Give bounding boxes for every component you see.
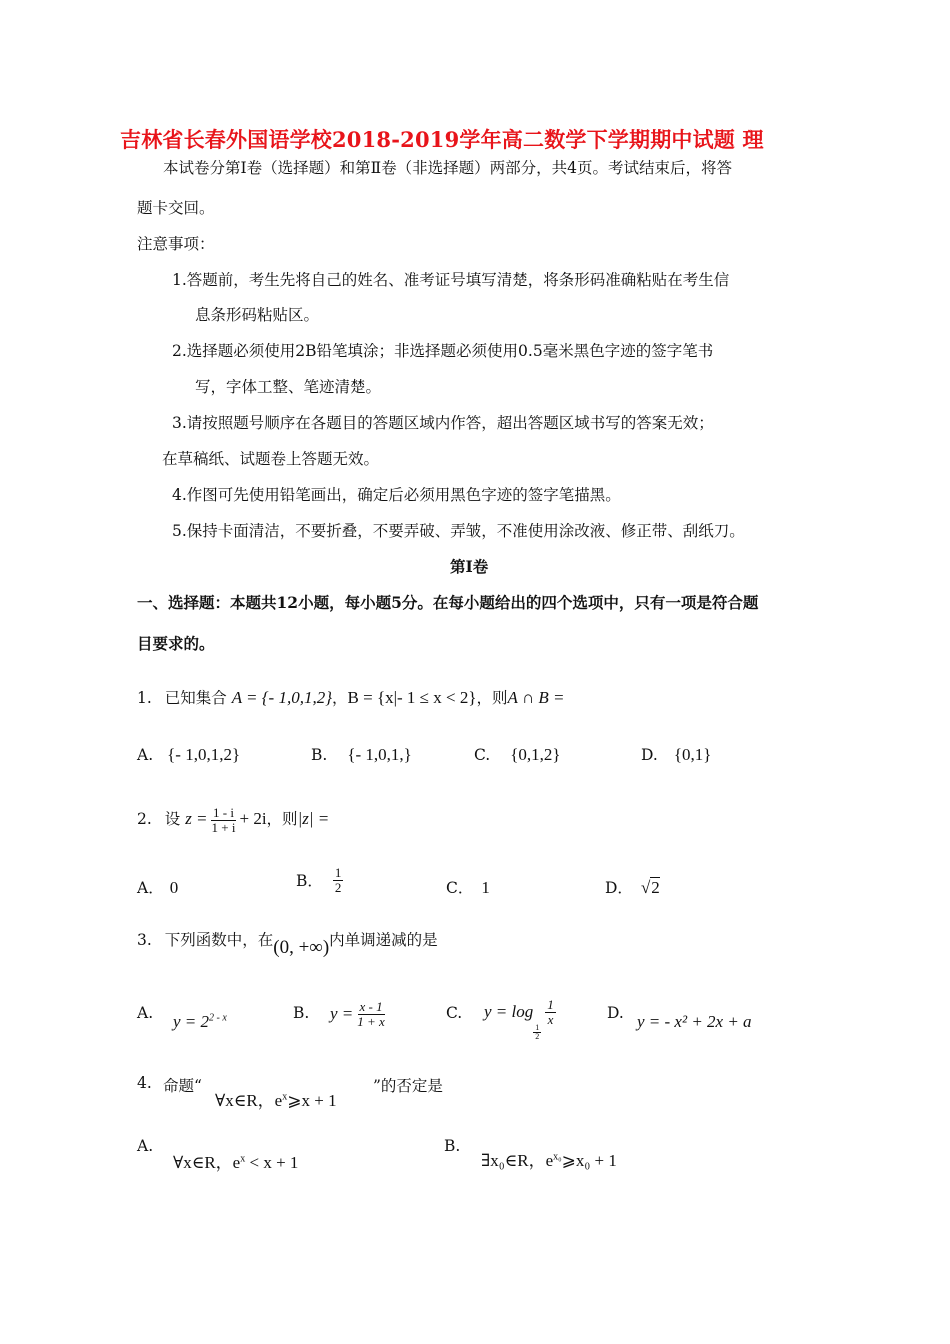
option-b xyxy=(311,745,412,765)
question-prefix: 设 xyxy=(164,810,181,829)
fraction-numerator: 1 xyxy=(334,865,342,880)
option-label: B. xyxy=(311,746,328,764)
note-item: 5.保持卡面清洁，不要折叠，不要弄破、弄皱，不准使用涂改液、修正带、刮纸刀。 xyxy=(172,522,745,540)
option-a xyxy=(173,1012,227,1032)
notes-heading: 注意事项： xyxy=(137,235,215,253)
option-label: B． xyxy=(296,872,323,891)
fraction xyxy=(545,998,556,1026)
proposition xyxy=(215,1086,337,1111)
fraction-numerator: x - 1 xyxy=(359,999,383,1014)
note-item: 息条形码粘贴区。 xyxy=(195,306,320,324)
question-number: 2. xyxy=(137,810,152,829)
modulus-expr: |z| = xyxy=(297,809,330,829)
option-label: A. xyxy=(137,746,154,764)
option-label-b: B. xyxy=(444,1137,461,1155)
question-suffix: ，则 xyxy=(476,689,508,707)
intro-line-1: 本试卷分第Ⅰ卷（选择题）和第Ⅱ卷（非选择题）两部分，共4页。考试结束后，将答 xyxy=(163,159,733,177)
option-label-c: C. xyxy=(446,1004,463,1022)
option-value: {0,1} xyxy=(673,745,712,764)
option-value: ∃x₀∈R，e xyxy=(481,1151,554,1170)
section-heading-line-1: 一、选择题：本题共12小题，每小题5分。在每小题给出的四个选项中，只有一项是符合题 xyxy=(137,593,759,612)
note-item: 在草稿纸、试题卷上答题无效。 xyxy=(162,450,380,468)
option-label: C． xyxy=(446,879,474,897)
option-b xyxy=(330,1000,389,1028)
option-value: 2 xyxy=(651,878,660,897)
option-tail: ⩾x₀ + 1 xyxy=(561,1151,617,1170)
option-label: C. xyxy=(474,746,491,764)
question-4-number: 4. xyxy=(137,1074,152,1092)
section-heading-line-2: 目要求的。 xyxy=(137,634,215,653)
option-value: {- 1,0,1,} xyxy=(347,745,412,764)
question-suffix: 内单调递减的是 xyxy=(329,931,438,949)
option-value: 1 xyxy=(481,878,490,897)
option-label: A． xyxy=(137,879,164,897)
option-value: 0 xyxy=(169,878,179,897)
question-1 xyxy=(137,686,564,708)
option-d: y = - x² + 2x + a xyxy=(637,1012,752,1031)
option-value: ∀x∈R，e xyxy=(173,1153,241,1172)
note-item: 2.选择题必须使用2B铅笔填涂；非选择题必须使用0.5毫米黑色字迹的签字笔书 xyxy=(172,342,714,360)
fraction-denominator: 2 xyxy=(535,1032,540,1042)
option-label-a: A. xyxy=(137,1137,154,1155)
option-label-d: D. xyxy=(607,1004,624,1022)
set-b: B = {x|- 1 ≤ x < 2} xyxy=(347,688,477,707)
note-item: 写，字体工整、笔迹清楚。 xyxy=(195,378,382,396)
page-title: 吉林省长春外国语学校2018-2019学年高二数学下学期期中试题 理 xyxy=(120,127,764,152)
option-value: y = 2 xyxy=(173,1012,210,1031)
fraction xyxy=(333,866,344,894)
question-number: 3. xyxy=(137,931,152,949)
fraction-numerator: 1 xyxy=(535,1023,540,1033)
option-a xyxy=(173,1148,298,1173)
question-4-suffix: ”的否定是 xyxy=(373,1077,443,1095)
option-b xyxy=(481,1146,617,1171)
question-prefix: 下列函数中，在 xyxy=(164,931,274,949)
option-c xyxy=(484,998,558,1042)
question-suffix: ，则 xyxy=(266,810,298,829)
log-base xyxy=(533,1024,541,1042)
fraction xyxy=(355,1000,387,1028)
option-c xyxy=(474,745,561,765)
z-lhs: z = xyxy=(185,809,208,829)
fraction-denominator: 1 + i xyxy=(211,819,236,835)
option-a xyxy=(137,876,178,898)
fraction-denominator: 2 xyxy=(334,879,342,895)
exponent: x xyxy=(240,1153,246,1165)
exponent: 2 - x xyxy=(209,1012,227,1024)
option-value: {0,1,2} xyxy=(510,745,561,764)
question-prefix: 已知集合 xyxy=(164,689,227,707)
option-label-b: B. xyxy=(293,1004,310,1022)
fraction-numerator: 1 xyxy=(547,997,554,1012)
fraction-denominator: x xyxy=(547,1011,554,1027)
separator: ， xyxy=(332,689,348,707)
interval: (0, +∞) xyxy=(273,937,330,958)
question-2 xyxy=(137,806,329,834)
option-lhs: y = xyxy=(330,1004,354,1024)
proposition-text: ∀x∈R，e xyxy=(215,1091,283,1110)
option-value: {- 1,0,1,2} xyxy=(167,745,241,764)
option-lhs: y = log xyxy=(484,1002,534,1022)
option-label: D． xyxy=(605,879,633,897)
option-label-a: A. xyxy=(137,1004,154,1022)
z-rhs: + 2i xyxy=(239,809,267,829)
option-label: D. xyxy=(641,746,658,764)
option-d xyxy=(641,745,711,765)
exponent: x₀ xyxy=(553,1151,562,1163)
volume-title: 第Ⅰ卷 xyxy=(450,557,489,576)
question-4-prefix: 命题“ xyxy=(163,1077,202,1095)
intersection-expr: A ∩ B = xyxy=(507,688,565,707)
question-number: 1. xyxy=(137,689,152,707)
option-tail: < x + 1 xyxy=(245,1153,299,1172)
exponent: x xyxy=(282,1091,288,1103)
note-item: 1.答题前，考生先将自己的姓名、准考证号填写清楚，将条形码准确粘贴在考生信 xyxy=(172,271,730,289)
question-3 xyxy=(137,928,438,958)
option-d xyxy=(605,876,660,898)
set-a: A = {- 1,0,1,2} xyxy=(231,688,332,707)
sqrt-icon: √ xyxy=(640,878,651,897)
option-b xyxy=(296,866,345,894)
fraction xyxy=(210,806,238,834)
intro-line-2: 题卡交回。 xyxy=(137,199,215,217)
note-item: 3.请按照题号顺序在各题目的答题区域内作答，超出答题区域书写的答案无效； xyxy=(172,414,714,432)
option-a xyxy=(137,745,240,765)
option-c xyxy=(446,876,490,898)
proposition-tail: ⩾x + 1 xyxy=(287,1091,337,1110)
fraction-denominator: 1 + x xyxy=(357,1013,385,1029)
note-item: 4.作图可先使用铅笔画出，确定后必须用黑色字迹的签字笔描黑。 xyxy=(172,486,621,504)
fraction-numerator: 1 - i xyxy=(213,805,234,820)
